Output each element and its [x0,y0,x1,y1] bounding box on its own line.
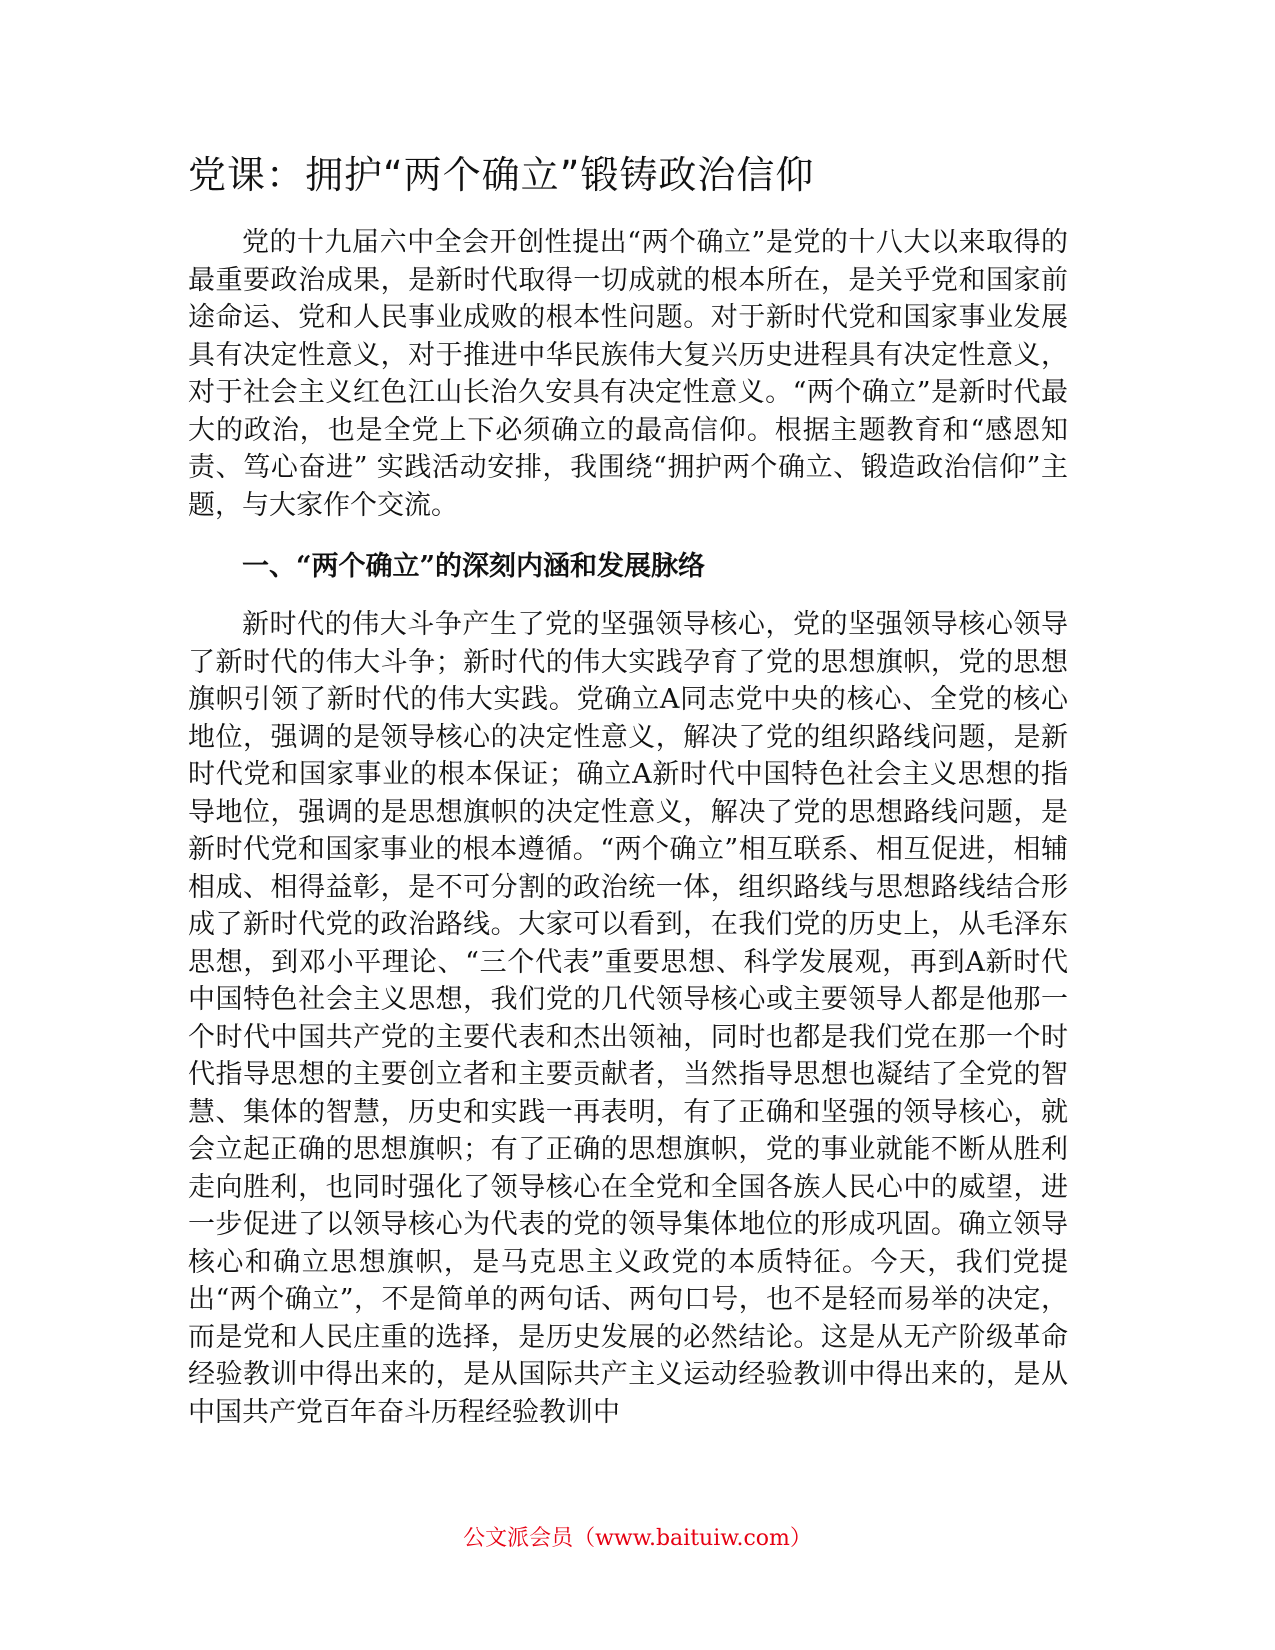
footer-watermark-text: 公文派会员（www.baituiw.com） [463,1526,812,1551]
body-paragraph: 新时代的伟大斗争产生了党的坚强领导核心，党的坚强领导核心领导了新时代的伟大斗争；新时代的伟大实践孕育了党的思想旗帜，党的思想旗帜引领了新时代的伟大实践。党确立A同志党中央的核心、全党的核心地位，强调的是领导核心的决定性意义，解决了党的组织路线问题，是新时代党和国家事业的根本保证；确立A新时代中国特色社会主义思想的指导地位，强调的是思想旗帜的决定性意义，解决了党的思想路线问题，是新时代党和国家事业的根本遵循。“两个确立”相互联系、相互促进，相辅相成、相得益彰，是不可分割的政治统一体，组织路线与思想路线结合形成了新时代党的政治路线。大家可以看到，在我们党的历史上，从毛泽东思想，到邓小平理论、“三个代表”重要思想、科学发展观，再到A新时代中国特色社会主义思想，我们党的几代领导核心或主要领导人都是他那一个时代中国共产党的主要代表和杰出领袖，同时也都是我们党在那一个时代指导思想的主要创立者和主要贡献者，当然指导思想也凝结了全党的智慧、集体的智慧，历史和实践一再表明，有了正确和坚强的领导核心，就会立起正确的思想旗帜；有了正确的思想旗帜，党的事业就能不断从胜利走向胜利，也同时强化了领导核心在全党和全国各族人民心中的威望，进一步促进了以领导核心为代表的党的领导集体地位的形成巩固。确立领导核心和确立思想旗帜，是马克思主义政党的本质特征。今天，我们党提出“两个确立”，不是简单的两句话、两句口号，也不是轻而易举的决定，而是党和人民庄重的选择，是历史发展的必然结论。这是从无产阶级革命经验教训中得出来的，是从国际共产主义运动经验教训中得出来的，是从中国共产党百年奋斗历程经验教训中 [188,609,1068,1428]
document-title: 党课：拥护“两个确立”锻铸政治信仰 [188,153,815,197]
intro-paragraph: 党的十九届六中全会开创性提出“两个确立”是党的十八大以来取得的最重要政治成果，是新时代取得一切成就的根本所在，是关乎党和国家前途命运、党和人民事业成败的根本性问题。对于新时代党和国家事业发展具有决定性意义，对于推进中华民族伟大复兴历史进程具有决定性意义，对于社会主义红色江山长治久安具有决定性意义。“两个确立”是新时代最大的政治，也是全党上下必须确立的最高信仰。根据主题教育和“感恩知责、笃心奋进” 实践活动安排，我围绕“拥护两个确立、锻造政治信仰”主题，与大家作个交流。 [188,227,1068,521]
section-heading: 一、“两个确立”的深刻内涵和发展脉络 [242,551,706,582]
